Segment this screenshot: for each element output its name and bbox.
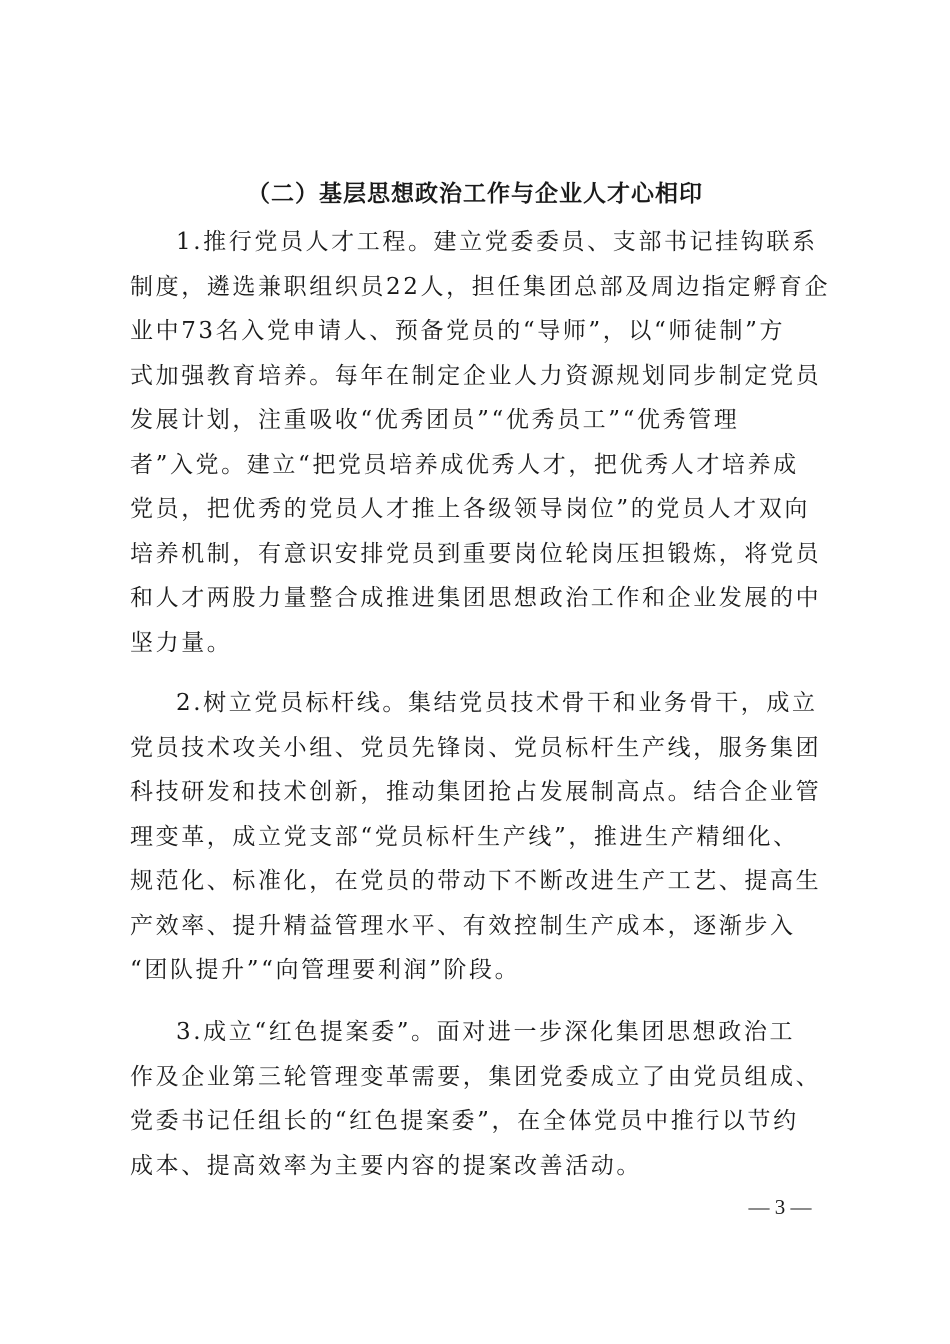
paragraph-line: 和人才两股力量整合成推进集团思想政治工作和企业发展的中 (130, 585, 822, 611)
page-number: — 3 — (748, 1195, 812, 1219)
paragraph-line: 坚力量。 (130, 629, 233, 656)
section-heading: （二）基层思想政治工作与企业人才心相印 (247, 180, 703, 207)
paragraph-line: 理变革，成立党支部“党员标杆生产线”，推进生产精细化、 (130, 823, 799, 850)
paragraph-party-benchmark-line (130, 681, 820, 993)
paragraph-line: 2.树立党员标杆线。集结党员技术骨干和业务骨干，成立 (176, 690, 818, 716)
paragraph-red-proposal-committee (130, 1010, 820, 1188)
paragraph-line: 业中73名入党申请人、预备党员的“导师”，以“师徒制”方 (130, 318, 786, 344)
paragraph-line: 党员技术攻关小组、党员先锋岗、党员标杆生产线，服务集团 (130, 734, 822, 761)
paragraph-line: 培养机制，有意识安排党员到重要岗位轮岗压担锻炼，将党员 (130, 540, 822, 567)
paragraph-line: 规范化、标准化，在党员的带动下不断改进生产工艺、提高生 (130, 868, 822, 894)
paragraph-line: 发展计划，注重吸收“优秀团员”“优秀员工”“优秀管理 (130, 407, 740, 433)
paragraph-line: 产效率、提升精益管理水平、有效控制生产成本，逐渐步入 (130, 912, 796, 939)
paragraph-line: 党员，把优秀的党员人才推上各级领导岗位”的党员人才双向 (130, 496, 810, 522)
paragraph-line: 作及企业第三轮管理变革需要，集团党委成立了由党员组成、 (130, 1063, 822, 1090)
paragraph-line: 党委书记任组长的“红色提案委”，在全体党员中推行以节约 (130, 1108, 799, 1134)
paragraph-line: 成本、提高效率为主要内容的提案改善活动。 (130, 1152, 642, 1179)
paragraph-line: 式加强教育培养。每年在制定企业人力资源规划同步制定党员 (130, 362, 822, 389)
paragraph-line: 1.推行党员人才工程。建立党委委员、支部书记挂钩联系 (176, 229, 818, 255)
paragraph-line: “团队提升”“向管理要利润”阶段。 (130, 957, 521, 983)
paragraph-line: 科技研发和技术创新，推动集团抢占发展制高点。结合企业管 (130, 779, 822, 805)
paragraph-line: 者”入党。建立“把党员培养成优秀人才，把优秀人才培养成 (130, 451, 799, 478)
paragraph-line: 3.成立“红色提案委”。面对进一步深化集团思想政治工 (176, 1019, 796, 1045)
paragraph-party-talent-project (130, 220, 831, 665)
paragraph-line: 制度，遴选兼职组织员22人，担任集团总部及周边指定孵育企 (130, 273, 831, 300)
